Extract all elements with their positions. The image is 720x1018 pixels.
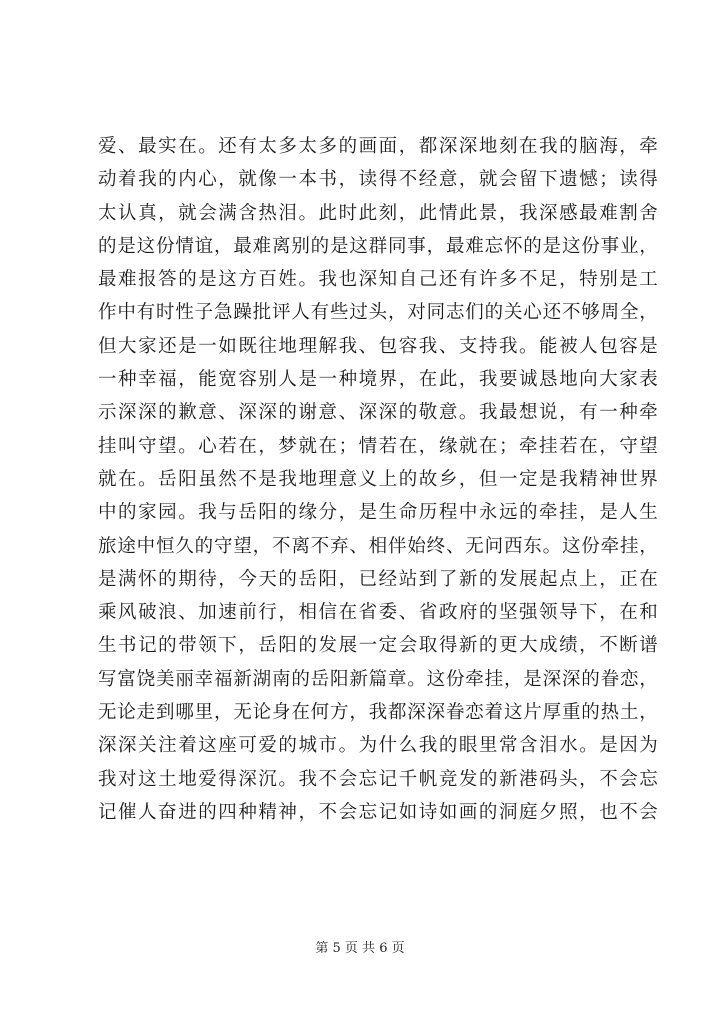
body-text [98,130,658,829]
page-number-footer: 第 5 页 共 6 页 [315,941,405,956]
text-line: 是满怀的期待，今天的岳阳，已经站到了新的发展起点上，正在 [98,568,658,590]
text-line: 示深深的歉意、深深的谢意、深深的敬意。我最想说，有一种牵 [98,402,658,424]
text-line: 作中有时性子急躁批评人有些过头，对同志们的关心还不够周全， [98,302,658,324]
text-line: 就在。岳阳虽然不是我地理意义上的故乡，但一定是我精神世界 [98,468,658,490]
text-line: 但大家还是一如既往地理解我、包容我、支持我。能被人包容是 [98,335,658,357]
text-line: 的是这份情谊，最难离别的是这群同事，最难忘怀的是这份事业， [98,235,658,257]
text-line: 挂叫守望。心若在，梦就在；情若在，缘就在；牵挂若在，守望 [98,435,658,457]
text-line: 深深关注着这座可爱的城市。为什么我的眼里常含泪水。是因为 [98,735,658,757]
text-line: 中的家园。我与岳阳的缘分，是生命历程中永远的牵挂，是人生 [98,502,658,524]
text-line: 记催人奋进的四种精神，不会忘记如诗如画的洞庭夕照，也不会 [98,801,658,823]
text-line: 我对这土地爱得深沉。我不会忘记千帆竞发的新港码头，不会忘 [98,768,658,790]
text-line: 写富饶美丽幸福新湖南的岳阳新篇章。这份牵挂，是深深的眷恋， [98,668,658,690]
text-line: 旅途中恒久的守望，不离不弃、相伴始终、无问西东。这份牵挂， [98,535,658,557]
text-line: 无论走到哪里，无论身在何方，我都深深眷恋着这片厚重的热土， [98,702,658,724]
text-line: 乘风破浪、加速前行，相信在省委、省政府的坚强领导下，在和 [98,602,658,624]
text-line: 生书记的带领下，岳阳的发展一定会取得新的更大成绩，不断谱 [98,635,658,657]
text-line: 太认真，就会满含热泪。此时此刻，此情此景，我深感最难割舍 [98,202,658,224]
text-line: 最难报答的是这方百姓。我也深知自己还有许多不足，特别是工 [98,269,658,291]
text-line: 一种幸福，能宽容别人是一种境界，在此，我要诚恳地向大家表 [98,369,658,391]
text-line: 爱、最实在。还有太多太多的画面，都深深地刻在我的脑海，牵 [98,136,658,157]
text-line: 动着我的内心，就像一本书，读得不经意，就会留下遗憾；读得 [98,169,658,191]
